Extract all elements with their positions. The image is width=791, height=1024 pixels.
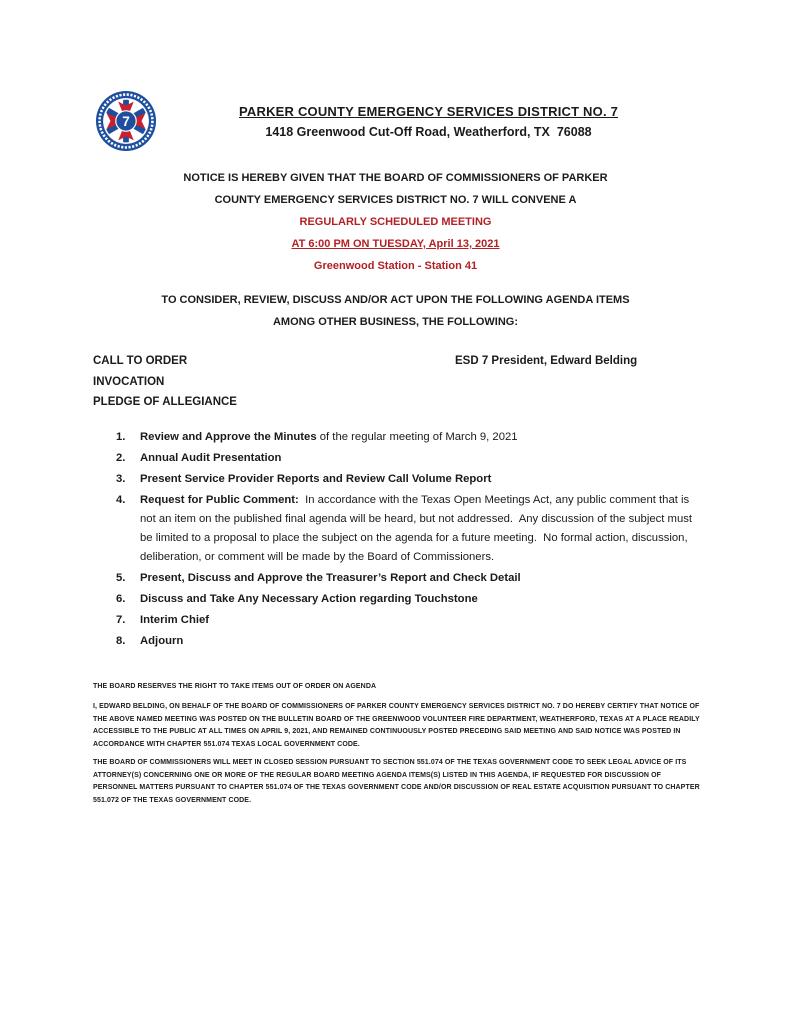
agenda-item-3 bbox=[116, 470, 702, 489]
meeting-datetime: AT 6:00 PM ON TUESDAY, April 13, 2021 bbox=[291, 238, 500, 250]
posting-certification: I, EDWARD BELDING, ON BEHALF OF THE BOARD OF COMMISSIONERS OF PARKER COUNTY EMERGENCY SERVICES DISTRICT NO. 7 DO HEREBY CERTIFY THAT NOTICE OF THE ABOVE NAMED MEETING WAS POSTED ON THE BULLETIN BOARD OF THE GREENWOOD VOLUNTEER FIRE DEPARTMENT, WEATHERFORD, TEXAS AT A PLACE READILY ACCESSIBLE TO THE PUBLIC AT ALL TIMES ON APRIL 9, 2021, AND REMAINED CONTINUOUSLY POSTED PRECEDING SAID MEETING AND SAID NOTICE WAS POSTED IN ACCORDANCE WITH CHAPTER 551.074 TEXAS LOCAL GOVERNMENT CODE. bbox=[93, 703, 700, 748]
agenda-item-title: Adjourn bbox=[140, 635, 184, 647]
agenda-item-8 bbox=[116, 632, 702, 651]
org-name: PARKER COUNTY EMERGENCY SERVICES DISTRICT NO. 7 bbox=[239, 104, 618, 119]
pledge-line: PLEDGE OF ALLEGIANCE bbox=[93, 396, 237, 408]
org-address: 1418 Greenwood Cut-Off Road, Weatherford, TX 76088 bbox=[265, 125, 592, 139]
agenda-item-6 bbox=[116, 590, 702, 609]
notice-line-1: NOTICE IS HEREBY GIVEN THAT THE BOARD OF COMMISSIONERS OF PARKER bbox=[183, 172, 608, 184]
agenda-item-text bbox=[140, 470, 702, 489]
closed-session-notice: THE BOARD OF COMMISSIONERS WILL MEET IN CLOSED SESSION PURSUANT TO SECTION 551.074 OF THE TEXAS GOVERNMENT CODE TO SEEK LEGAL ADVICE OF ITS ATTORNEY(S) CONCERNING ONE OR MORE OF THE REGULAR BOARD MEETING AGENDA ITEMS(S) LISTED IN THIS AGENDA, IF REQUESTED FOR DISCUSSION OF PERSONNEL MATTERS PURSUANT TO CHAPTER 551.074 OF THE TEXAS GOVERNMENT CODE AND/OR DISCUSSION OF REAL ESTATE ACQUISITION PURSUANT TO CHAPTER 551.072 OF THE TEXAS GOVERNMENT CODE. bbox=[93, 759, 700, 804]
agenda-item-text bbox=[140, 491, 702, 567]
consider-line-1: TO CONSIDER, REVIEW, DISCUSS AND/OR ACT UPON THE FOLLOWING AGENDA ITEMS bbox=[161, 294, 630, 306]
order-reservation-note: THE BOARD RESERVES THE RIGHT TO TAKE ITEMS OUT OF ORDER ON AGENDA bbox=[93, 683, 377, 690]
agenda-item-number: 4. bbox=[116, 494, 126, 506]
agenda-item-4 bbox=[116, 491, 702, 567]
invocation-line: INVOCATION bbox=[93, 375, 165, 388]
agenda-item-title: Present, Discuss and Approve the Treasurer’s Report and Check Detail bbox=[140, 572, 521, 584]
district-7-badge-logo bbox=[95, 90, 157, 152]
letterhead bbox=[95, 90, 700, 152]
consider-statement bbox=[0, 289, 791, 333]
agenda-item-title: Annual Audit Presentation bbox=[140, 452, 282, 464]
agenda-list bbox=[116, 428, 702, 653]
agenda-item-7 bbox=[116, 611, 702, 630]
agenda-item-title: Request for Public Comment: bbox=[140, 494, 299, 506]
district-7-badge-icon bbox=[95, 90, 157, 152]
opening-items bbox=[93, 351, 700, 413]
agenda-item-title: Review and Approve the Minutes bbox=[140, 431, 317, 443]
agenda-item-5 bbox=[116, 569, 702, 588]
agenda-item-title: Discuss and Take Any Necessary Action regarding Touchstone bbox=[140, 593, 478, 605]
agenda-item-detail: In accordance with the Texas Open Meetings Act, any public comment that is not an item on the published final agenda will be heard, but not addressed. Any discussion of the subject must be limited to a proposal to place the subject on the agenda for a future meeting. No formal action, discussion, deliberation, or comment will be made by the Board of Commissioners. bbox=[140, 494, 696, 563]
logo-number: 7 bbox=[122, 113, 130, 129]
agenda-item-text bbox=[140, 569, 702, 588]
presiding-officer: ESD 7 President, Edward Belding bbox=[455, 355, 638, 367]
agenda-item-text bbox=[140, 632, 702, 651]
meeting-location: Greenwood Station - Station 41 bbox=[313, 260, 478, 272]
agenda-item-1 bbox=[116, 428, 702, 447]
letterhead-text bbox=[157, 90, 700, 139]
agenda-item-number: 8. bbox=[116, 635, 126, 647]
agenda-item-number: 7. bbox=[116, 614, 126, 626]
agenda-item-text bbox=[140, 611, 702, 630]
agenda-item-number: 1. bbox=[116, 431, 126, 443]
agenda-item-title: Present Service Provider Reports and Review Call Volume Report bbox=[140, 473, 492, 485]
agenda-item-text bbox=[140, 428, 702, 447]
meeting-type: REGULARLY SCHEDULED MEETING bbox=[299, 216, 492, 228]
agenda-item-number: 5. bbox=[116, 572, 126, 584]
agenda-item-text bbox=[140, 449, 702, 468]
call-to-order-line: CALL TO ORDER bbox=[93, 355, 188, 367]
agenda-item-number: 3. bbox=[116, 473, 126, 485]
notice-line-2: COUNTY EMERGENCY SERVICES DISTRICT NO. 7 WILL CONVENE A bbox=[214, 194, 577, 206]
meeting-notice bbox=[0, 167, 791, 277]
legal-fine-print bbox=[93, 682, 707, 807]
agenda-item-number: 2. bbox=[116, 452, 126, 464]
agenda-item-2 bbox=[116, 449, 702, 468]
agenda-item-title: Interim Chief bbox=[140, 614, 210, 626]
agenda-item-text bbox=[140, 590, 702, 609]
consider-line-2: AMONG OTHER BUSINESS, THE FOLLOWING: bbox=[272, 316, 519, 328]
agenda-item-detail: of the regular meeting of March 9, 2021 bbox=[316, 431, 518, 443]
agenda-item-number: 6. bbox=[116, 593, 126, 605]
